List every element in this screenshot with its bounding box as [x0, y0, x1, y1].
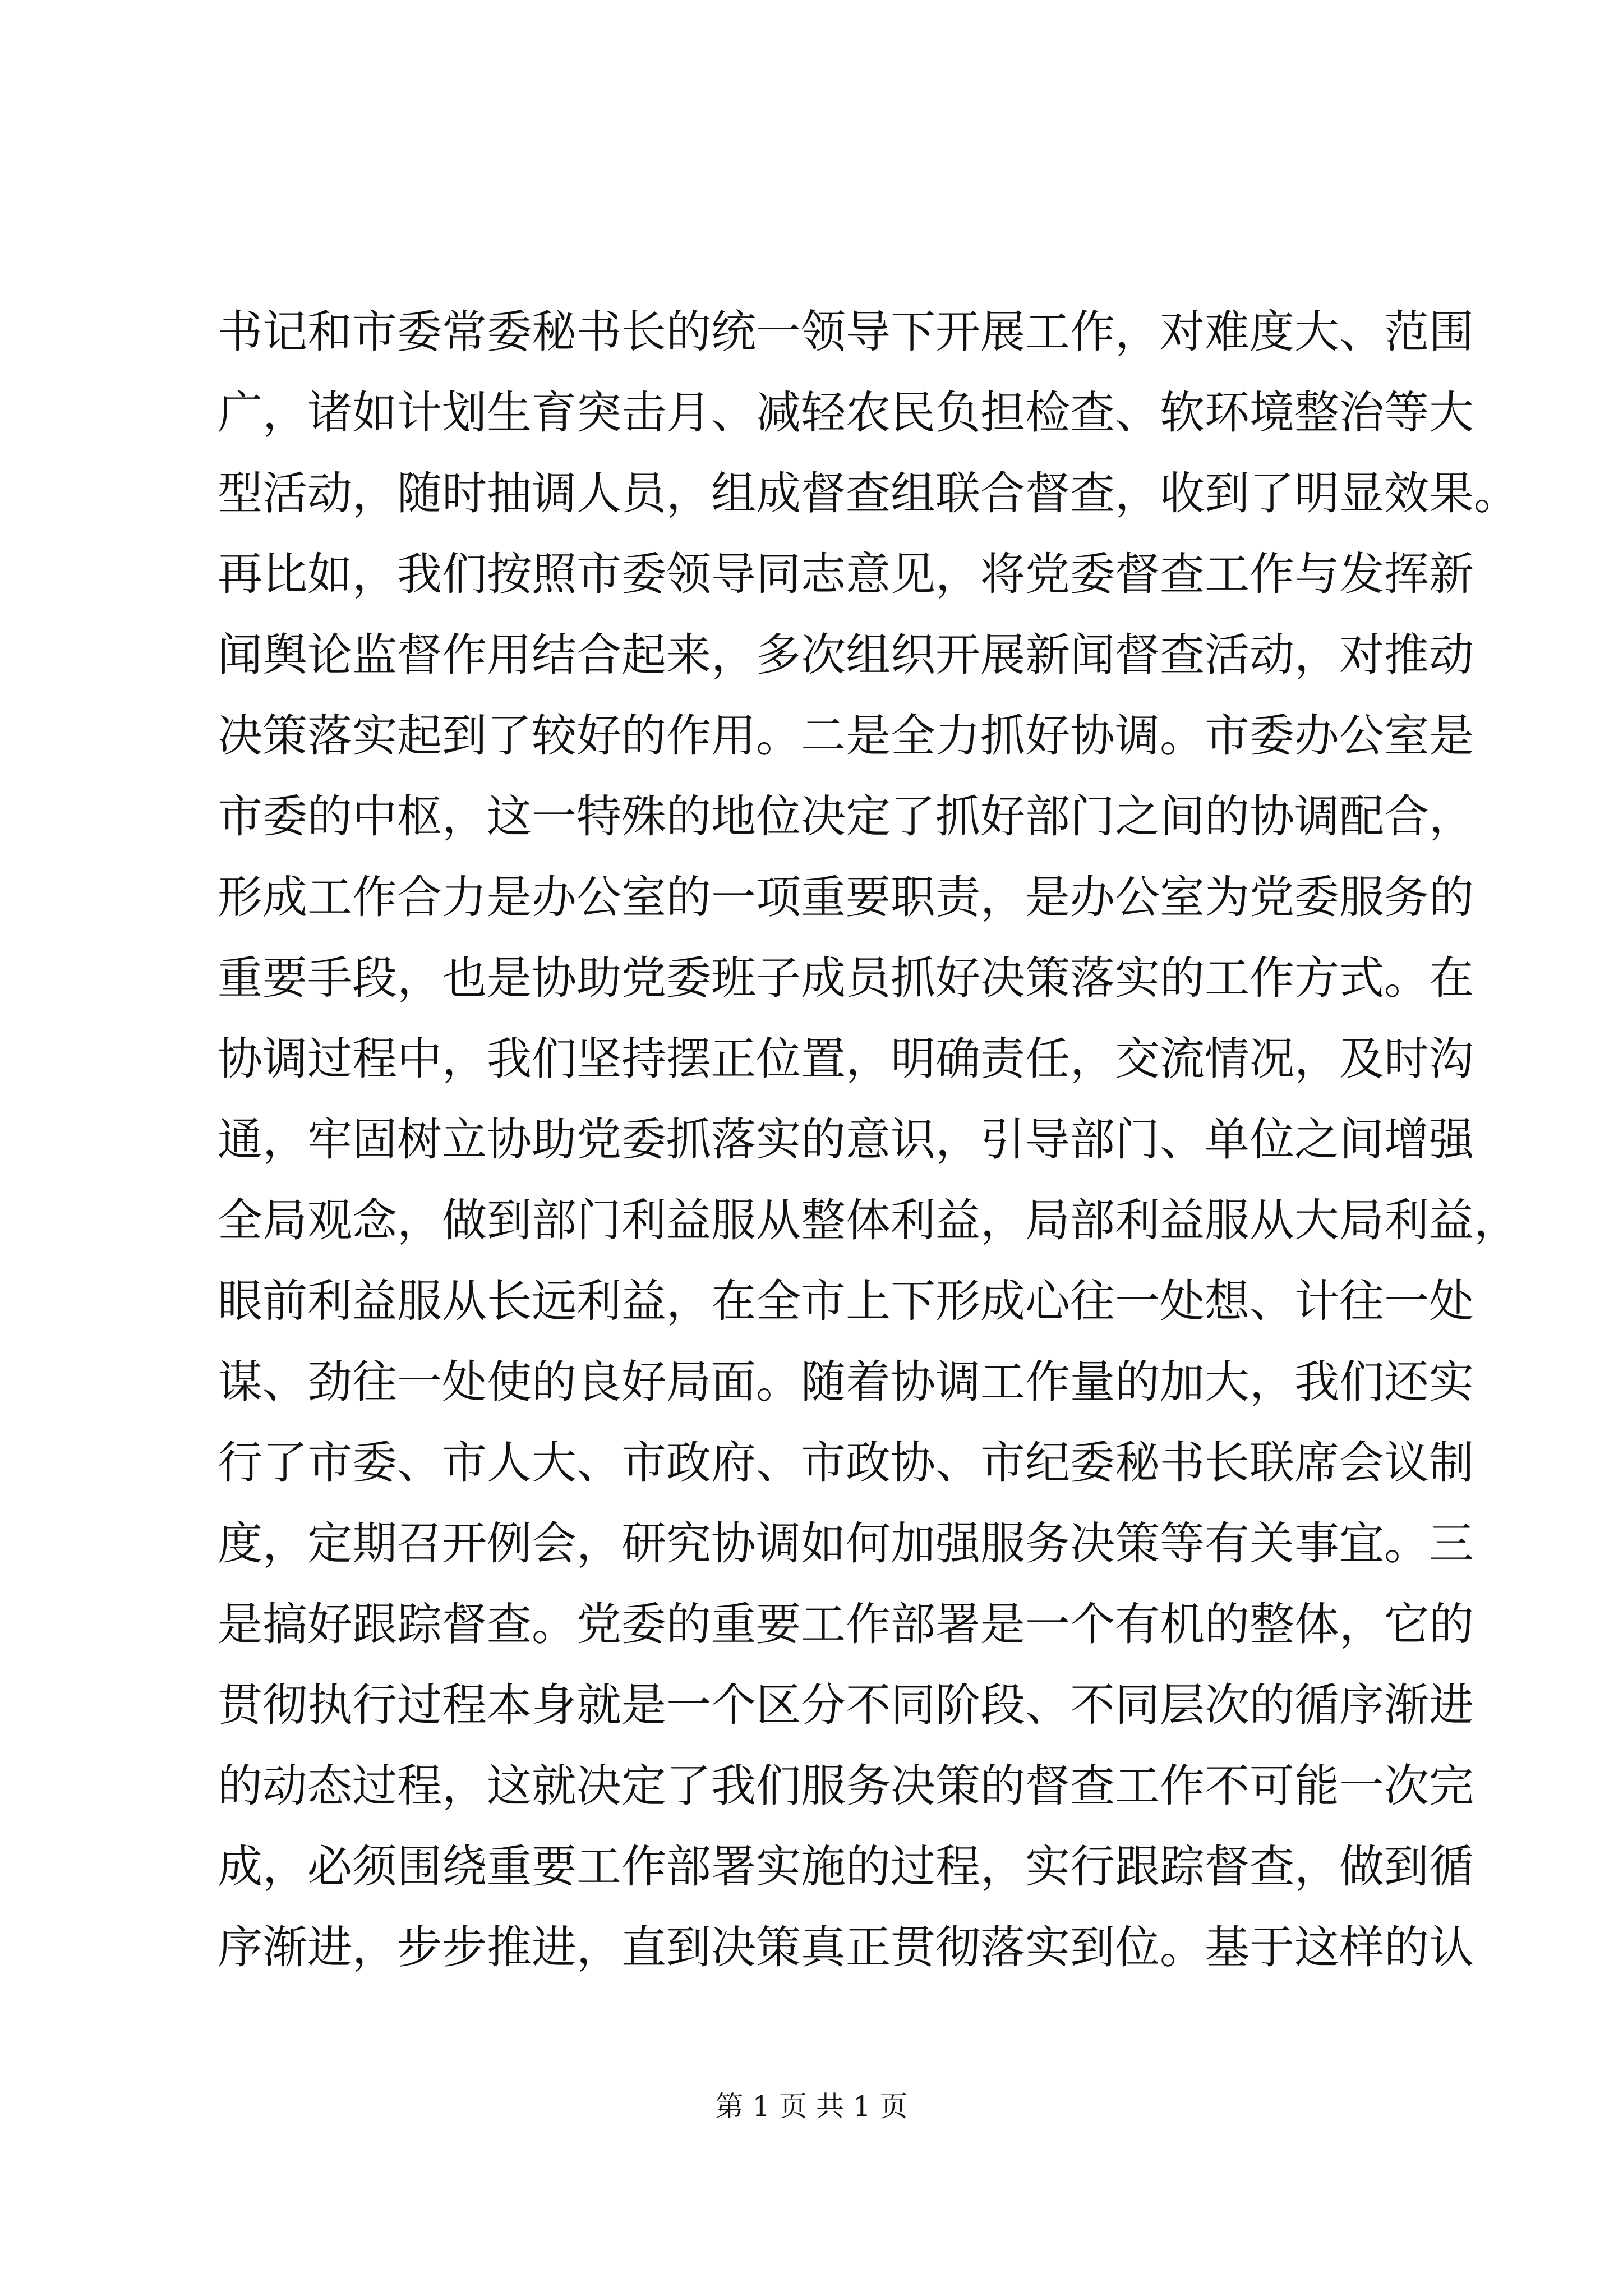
text-line-11: 通，牢固树立协助党委抓落实的意识，引导部门、单位之间增强: [218, 1114, 1474, 1166]
text-line-5: 闻舆论监督作用结合起来，多次组织开展新闻督查活动，对推动: [218, 629, 1474, 681]
text-line-3: 型活动，随时抽调人员，组成督查组联合督查，收到了明显效果。: [218, 467, 1519, 519]
text-line-9: 重要手段，也是协助党委班子成员抓好决策落实的工作方式。在: [218, 952, 1474, 1004]
text-line-19: 的动态过程，这就决定了我们服务决策的督查工作不可能一次完: [218, 1760, 1474, 1812]
text-line-14: 谋、劲往一处使的良好局面。随着协调工作量的加大，我们还实: [218, 1356, 1474, 1408]
text-line-21: 序渐进，步步推进，直到决策真正贯彻落实到位。基于这样的认: [218, 1921, 1474, 1973]
text-line-6: 决策落实起到了较好的作用。二是全力抓好协调。市委办公室是: [218, 710, 1474, 762]
text-line-20: 成，必须围绕重要工作部署实施的过程，实行跟踪督查，做到循: [218, 1841, 1474, 1893]
page-number-label: 第 1 页 共 1 页: [715, 2090, 908, 2123]
text-line-16: 度，定期召开例会，研究协调如何加强服务决策等有关事宜。三: [218, 1517, 1474, 1570]
text-line-12: 全局观念，做到部门利益服从整体利益，局部利益服从大局利益，: [218, 1194, 1519, 1246]
text-line-8: 形成工作合力是办公室的一项重要职责，是办公室为党委服务的: [218, 871, 1474, 923]
text-line-18: 贯彻执行过程本身就是一个区分不同阶段、不同层次的循序渐进: [218, 1679, 1474, 1731]
body-text: [218, 292, 1519, 1988]
text-line-4: 再比如，我们按照市委领导同志意见，将党委督查工作与发挥新: [218, 548, 1474, 600]
text-line-17: 是搞好跟踪督查。党委的重要工作部署是一个有机的整体，它的: [218, 1598, 1474, 1650]
text-line-7: 市委的中枢，这一特殊的地位决定了抓好部门之间的协调配合，: [218, 790, 1474, 843]
text-line-1: 书记和市委常委秘书长的统一领导下开展工作，对难度大、范围: [218, 306, 1474, 358]
text-line-10: 协调过程中，我们坚持摆正位置，明确责任，交流情况，及时沟: [218, 1033, 1474, 1085]
page-footer: [0, 2087, 1623, 2126]
text-line-13: 眼前利益服从长远利益，在全市上下形成心往一处想、计往一处: [218, 1275, 1474, 1327]
text-line-15: 行了市委、市人大、市政府、市政协、市纪委秘书长联席会议制: [218, 1437, 1474, 1489]
text-line-2: 广，诸如计划生育突击月、减轻农民负担检查、软环境整治等大: [218, 386, 1474, 439]
